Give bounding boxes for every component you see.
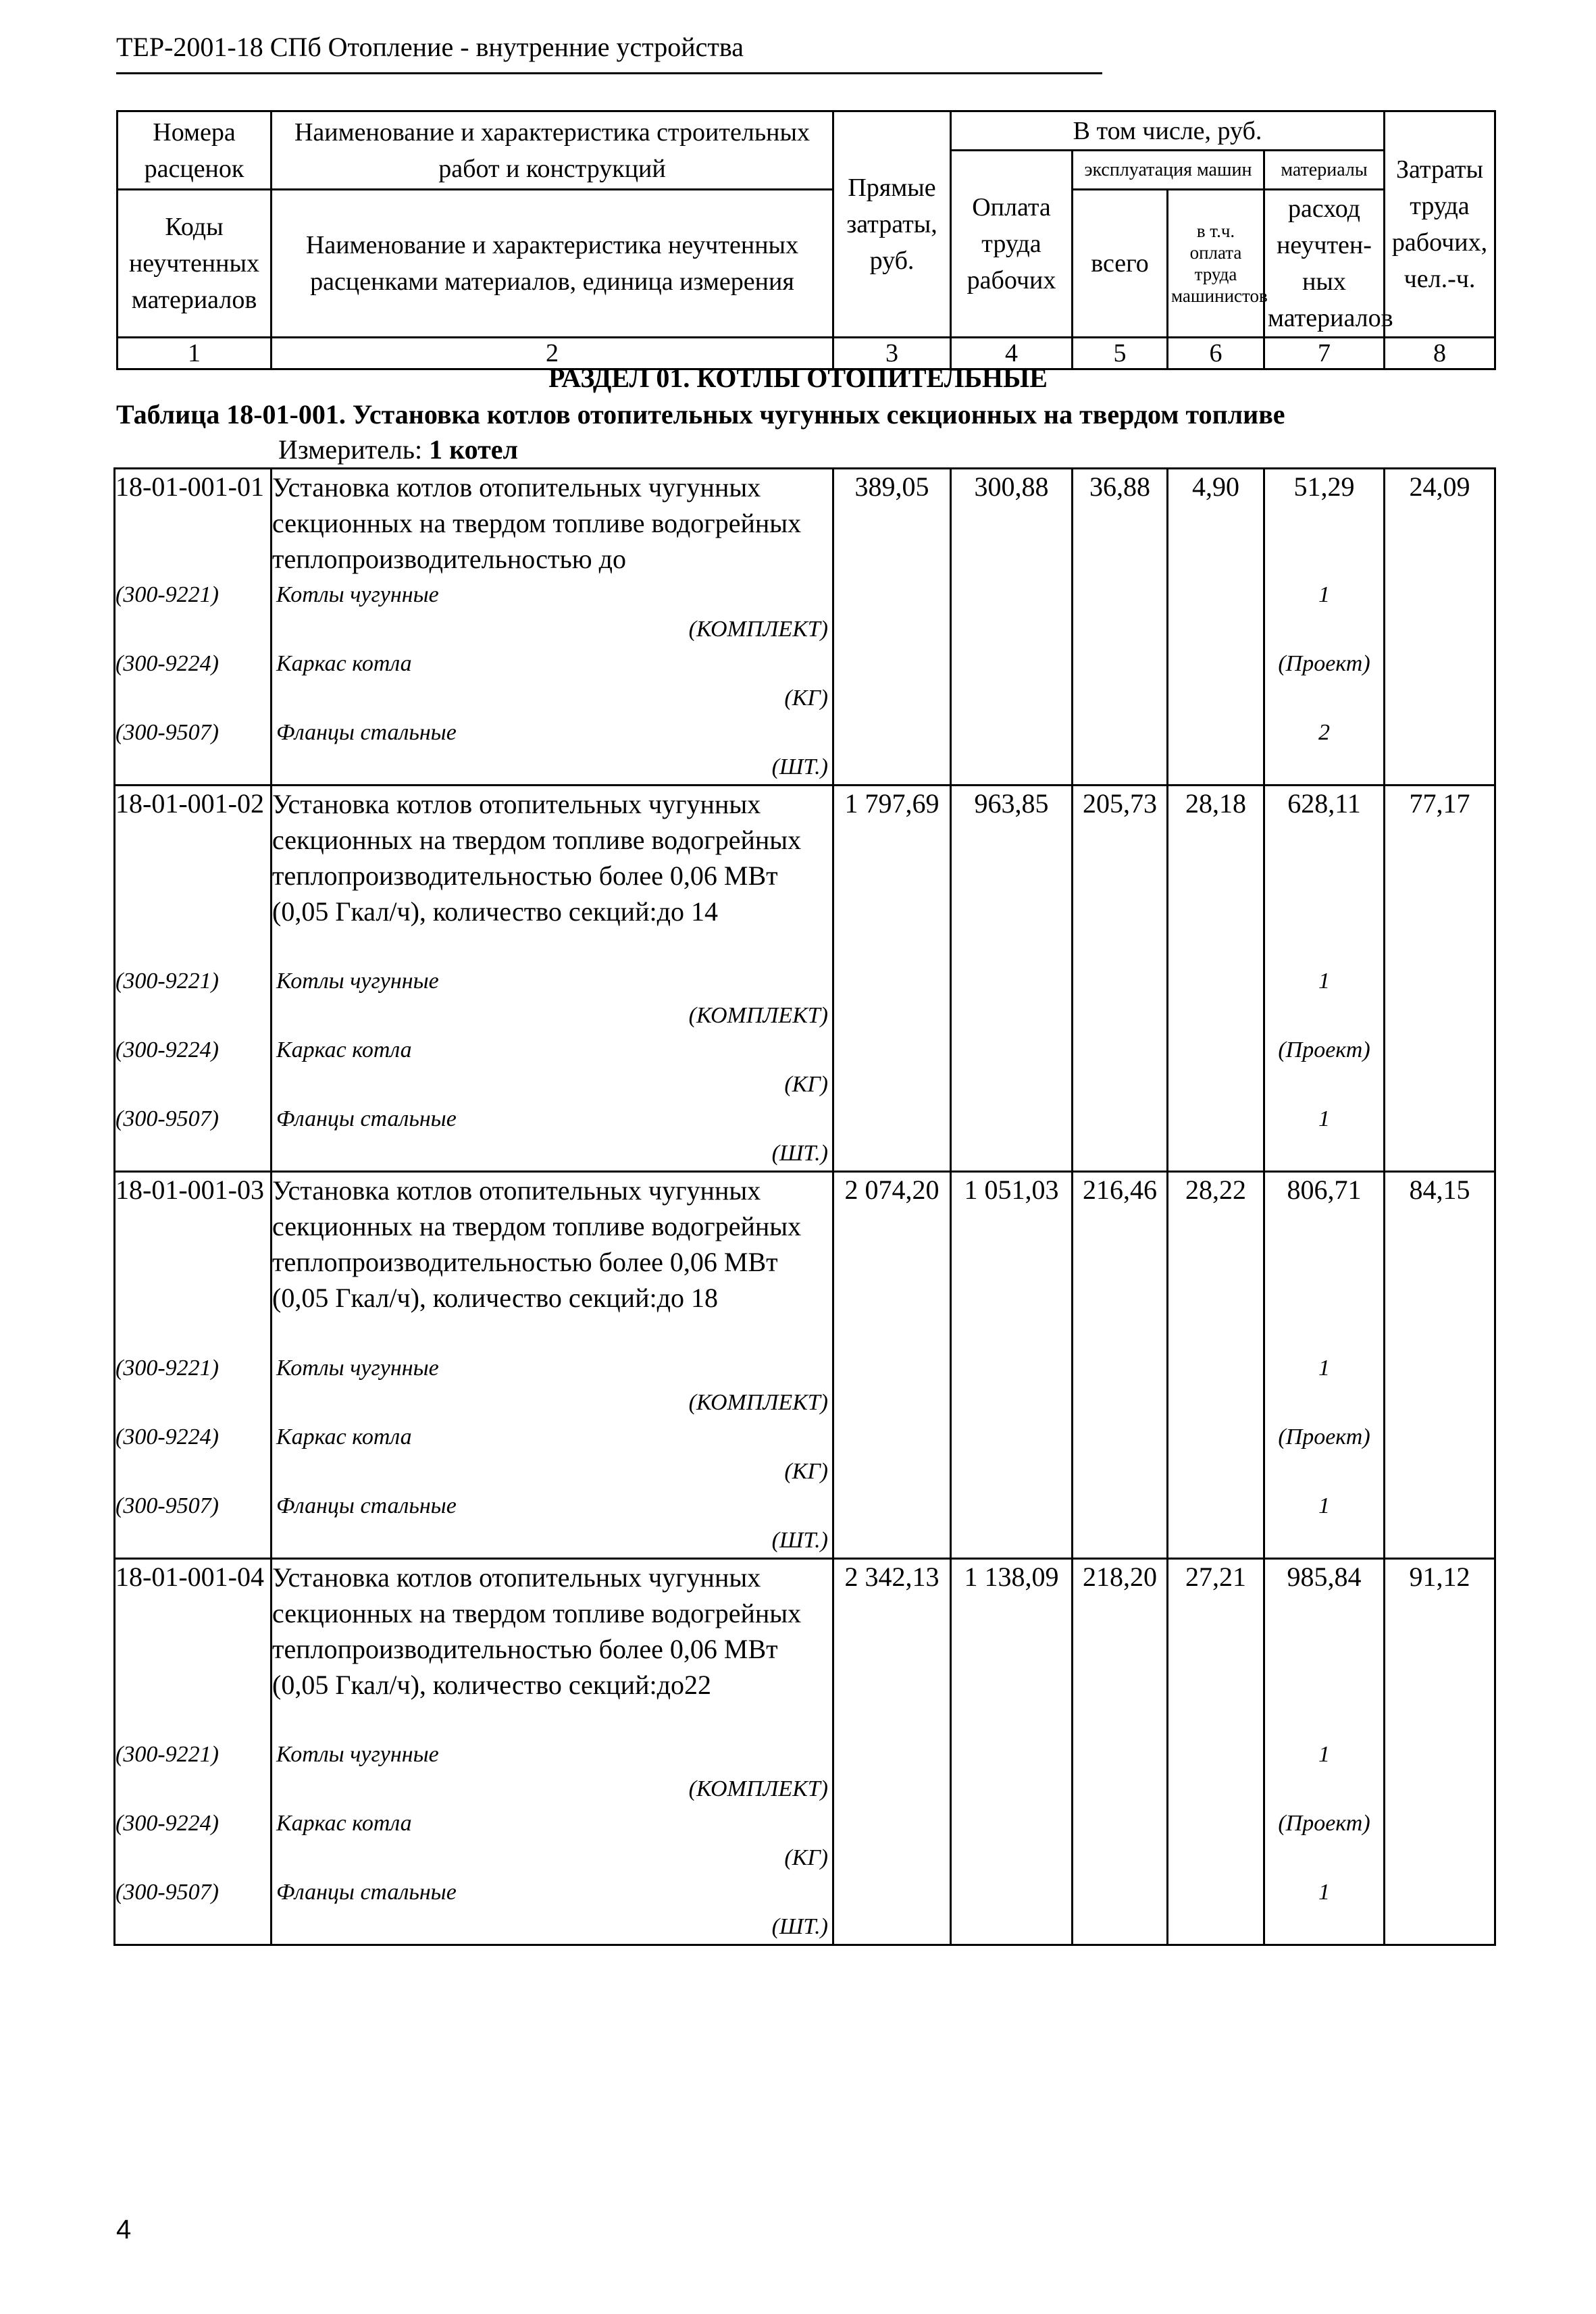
header-rule [116, 72, 1102, 74]
material-unit: (КОМПЛЕКТ) [688, 1003, 828, 1028]
empty-cell [951, 1033, 1073, 1102]
empty-cell [1073, 1737, 1168, 1806]
empty-cell [1073, 646, 1168, 715]
material-quantity: 1 [1264, 1737, 1385, 1806]
empty-cell [833, 964, 951, 1033]
machinist-pay-value: 4,90 [1168, 469, 1264, 577]
empty-cell [1073, 1806, 1168, 1875]
rate-name: Установка котлов отопительных чугунных секционных на твердом топливе водогрейных теплопроизводительностью более 0,06 МВт (0,05 Гкал/ч), количество секций:до 14 [272, 785, 833, 964]
material-name: Котлы чугунные [276, 582, 439, 607]
material-row [115, 646, 1495, 715]
material-unit: (КОМПЛЕКТ) [688, 616, 828, 642]
material-name: Фланцы стальные [276, 1880, 457, 1905]
header-rate-numbers: Номера расценок [118, 111, 272, 190]
rate-row [115, 1558, 1495, 1737]
empty-cell [1073, 577, 1168, 646]
labor-pay-value: 1 138,09 [951, 1558, 1073, 1737]
material-unit: (КОМПЛЕКТ) [688, 1776, 828, 1801]
material-cell [272, 1033, 833, 1102]
labor-hours-value: 77,17 [1385, 785, 1495, 964]
material-quantity: 1 [1264, 1351, 1385, 1420]
material-row [115, 1737, 1495, 1806]
column-number: 7 [1264, 338, 1385, 369]
column-number: 4 [951, 338, 1073, 369]
machines-total-value: 216,46 [1073, 1172, 1168, 1351]
machines-total-value: 36,88 [1073, 469, 1168, 577]
materials-value: 806,71 [1264, 1172, 1385, 1351]
material-row [115, 1875, 1495, 1945]
header-unaccounted-materials: расход неучтен- ных материалов [1264, 190, 1385, 338]
header-machinist-pay: в т.ч. оплата труда машинистов [1168, 190, 1264, 338]
empty-cell [1073, 1420, 1168, 1489]
material-name: Каркас котла [276, 1037, 412, 1062]
machines-total-value: 205,73 [1073, 785, 1168, 964]
material-code: (300-9507) [115, 1102, 272, 1172]
material-code: (300-9221) [115, 964, 272, 1033]
direct-costs-value: 2 342,13 [833, 1558, 951, 1737]
empty-cell [833, 1806, 951, 1875]
material-name: Фланцы стальные [276, 1493, 457, 1518]
material-quantity: 1 [1264, 1489, 1385, 1559]
empty-cell [1385, 1351, 1495, 1420]
header-including: В том числе, руб. [951, 111, 1385, 151]
material-code: (300-9224) [115, 1420, 272, 1489]
empty-cell [1073, 1102, 1168, 1172]
material-unit: (КГ) [784, 1072, 828, 1097]
measure-label: Измеритель: [278, 434, 430, 465]
direct-costs-value: 2 074,20 [833, 1172, 951, 1351]
column-number: 5 [1073, 338, 1168, 369]
empty-cell [833, 1737, 951, 1806]
material-code: (300-9224) [115, 646, 272, 715]
material-name: Котлы чугунные [276, 969, 439, 994]
empty-cell [833, 1875, 951, 1945]
empty-cell [1385, 1875, 1495, 1945]
empty-cell [951, 1420, 1073, 1489]
labor-hours-value: 91,12 [1385, 1558, 1495, 1737]
empty-cell [833, 1351, 951, 1420]
rate-code: 18-01-001-04 [115, 1558, 272, 1737]
empty-cell [1168, 1806, 1264, 1875]
direct-costs-value: 1 797,69 [833, 785, 951, 964]
empty-cell [1168, 964, 1264, 1033]
labor-pay-value: 1 051,03 [951, 1172, 1073, 1351]
empty-cell [1073, 1875, 1168, 1945]
empty-cell [1073, 715, 1168, 786]
empty-cell [1168, 1351, 1264, 1420]
material-cell [272, 1737, 833, 1806]
empty-cell [1385, 646, 1495, 715]
rate-name: Установка котлов отопительных чугунных секционных на твердом топливе водогрейных теплопроизводительностью более 0,06 МВт (0,05 Гкал/ч), количество секций:до22 [272, 1558, 833, 1737]
empty-cell [1385, 1420, 1495, 1489]
material-row [115, 1489, 1495, 1559]
measure-value: 1 котел [429, 434, 518, 465]
empty-cell [1073, 964, 1168, 1033]
empty-cell [951, 1806, 1073, 1875]
page-header [116, 27, 1102, 74]
labor-pay-value: 300,88 [951, 469, 1073, 577]
rates-table [113, 467, 1496, 1946]
empty-cell [951, 715, 1073, 786]
header-materials: материалы [1264, 151, 1385, 190]
materials-value: 51,29 [1264, 469, 1385, 577]
header-work-name: Наименование и характеристика строительных работ и конструкций [272, 111, 833, 190]
material-quantity: 1 [1264, 1875, 1385, 1945]
material-row [115, 715, 1495, 786]
material-unit: (КОМПЛЕКТ) [688, 1389, 828, 1415]
material-row [115, 577, 1495, 646]
material-name: Котлы чугунные [276, 1742, 439, 1767]
material-quantity: 1 [1264, 1102, 1385, 1172]
material-unit: (КГ) [784, 1845, 828, 1870]
empty-cell [951, 646, 1073, 715]
material-code: (300-9221) [115, 1737, 272, 1806]
material-code: (300-9507) [115, 1875, 272, 1945]
material-code: (300-9224) [115, 1806, 272, 1875]
empty-cell [1385, 1737, 1495, 1806]
header-direct-costs: Прямые затраты, руб. [833, 111, 951, 338]
header-machines-total: всего [1073, 190, 1168, 338]
column-number: 1 [118, 338, 272, 369]
column-number: 3 [833, 338, 951, 369]
labor-hours-value: 84,15 [1385, 1172, 1495, 1351]
material-cell [272, 1102, 833, 1172]
material-name: Котлы чугунные [276, 1355, 439, 1381]
material-name: Фланцы стальные [276, 1106, 457, 1131]
empty-cell [833, 1420, 951, 1489]
empty-cell [1168, 1489, 1264, 1559]
rate-row [115, 469, 1495, 577]
empty-cell [1168, 715, 1264, 786]
material-cell [272, 1420, 833, 1489]
column-number: 8 [1385, 338, 1495, 369]
rate-row [115, 1172, 1495, 1351]
column-number: 2 [272, 338, 833, 369]
measure-unit [278, 432, 518, 467]
empty-cell [833, 1489, 951, 1559]
empty-cell [951, 1737, 1073, 1806]
empty-cell [1385, 1102, 1495, 1172]
empty-cell [833, 646, 951, 715]
empty-cell [1168, 577, 1264, 646]
empty-cell [1073, 1489, 1168, 1559]
empty-cell [833, 1033, 951, 1102]
material-row [115, 964, 1495, 1033]
material-quantity: 1 [1264, 964, 1385, 1033]
document-title: ТЕР-2001-18 СПб Отопление - внутренние устройства [116, 32, 744, 62]
material-name: Фланцы стальные [276, 719, 457, 745]
machinist-pay-value: 27,21 [1168, 1558, 1264, 1737]
material-quantity: (Проект) [1264, 646, 1385, 715]
empty-cell [951, 1351, 1073, 1420]
empty-cell [1385, 715, 1495, 786]
rate-code: 18-01-001-03 [115, 1172, 272, 1351]
material-cell [272, 715, 833, 786]
empty-cell [951, 1875, 1073, 1945]
material-quantity: (Проект) [1264, 1033, 1385, 1102]
material-code: (300-9221) [115, 577, 272, 646]
table-title: Таблица 18-01-001. Установка котлов отопительных чугунных секционных на твердом топливе [116, 399, 1285, 430]
material-quantity: (Проект) [1264, 1806, 1385, 1875]
empty-cell [1385, 1806, 1495, 1875]
empty-cell [1168, 1102, 1264, 1172]
page-number: 4 [116, 2215, 132, 2244]
header-material-names: Наименование и характеристика неучтенных расценками материалов, единица измерения [272, 190, 833, 338]
material-cell [272, 577, 833, 646]
rate-code: 18-01-001-02 [115, 785, 272, 964]
material-quantity: (Проект) [1264, 1420, 1385, 1489]
machinist-pay-value: 28,18 [1168, 785, 1264, 964]
material-cell [272, 1806, 833, 1875]
material-unit: (ШТ.) [771, 1527, 828, 1553]
materials-value: 628,11 [1264, 785, 1385, 964]
material-unit: (ШТ.) [771, 1914, 828, 1939]
empty-cell [1168, 1875, 1264, 1945]
rate-name: Установка котлов отопительных чугунных секционных на твердом топливе водогрейных теплопроизводительностью более 0,06 МВт (0,05 Гкал/ч), количество секций:до 18 [272, 1172, 833, 1351]
header-machines: эксплуатация машин [1073, 151, 1264, 190]
material-unit: (ШТ.) [771, 1141, 828, 1166]
empty-cell [1073, 1351, 1168, 1420]
empty-cell [951, 964, 1073, 1033]
labor-pay-value: 963,85 [951, 785, 1073, 964]
materials-value: 985,84 [1264, 1558, 1385, 1737]
material-cell [272, 1875, 833, 1945]
header-material-codes: Коды неучтенных материалов [118, 190, 272, 338]
empty-cell [1385, 1489, 1495, 1559]
material-name: Каркас котла [276, 1424, 412, 1449]
empty-cell [1385, 577, 1495, 646]
labor-hours-value: 24,09 [1385, 469, 1495, 577]
direct-costs-value: 389,05 [833, 469, 951, 577]
material-name: Каркас котла [276, 650, 412, 676]
material-row [115, 1420, 1495, 1489]
material-code: (300-9224) [115, 1033, 272, 1102]
material-unit: (КГ) [784, 1458, 828, 1484]
material-cell [272, 964, 833, 1033]
material-row [115, 1806, 1495, 1875]
empty-cell [833, 1102, 951, 1172]
empty-cell [951, 1489, 1073, 1559]
rate-row [115, 785, 1495, 964]
material-cell [272, 1489, 833, 1559]
empty-cell [833, 715, 951, 786]
material-code: (300-9507) [115, 1489, 272, 1559]
material-unit: (ШТ.) [771, 754, 828, 779]
material-row [115, 1351, 1495, 1420]
header-labor-hours: Затраты труда рабочих, чел.-ч. [1385, 111, 1495, 338]
column-header-table [116, 110, 1496, 370]
empty-cell [1385, 964, 1495, 1033]
material-row [115, 1102, 1495, 1172]
machines-total-value: 218,20 [1073, 1558, 1168, 1737]
machinist-pay-value: 28,22 [1168, 1172, 1264, 1351]
material-quantity: 1 [1264, 577, 1385, 646]
rate-name: Установка котлов отопительных чугунных секционных на твердом топливе водогрейных теплопроизводительностью до [272, 469, 833, 577]
material-cell [272, 646, 833, 715]
empty-cell [1385, 1033, 1495, 1102]
material-code: (300-9507) [115, 715, 272, 786]
empty-cell [1168, 1033, 1264, 1102]
section-title: РАЗДЕЛ 01. КОТЛЫ ОТОПИТЕЛЬНЫЕ [548, 363, 1048, 393]
empty-cell [1168, 1737, 1264, 1806]
header-labor-pay: Оплата труда рабочих [951, 151, 1073, 338]
empty-cell [951, 577, 1073, 646]
material-code: (300-9221) [115, 1351, 272, 1420]
material-row [115, 1033, 1495, 1102]
material-quantity: 2 [1264, 715, 1385, 786]
empty-cell [1168, 646, 1264, 715]
column-number: 6 [1168, 338, 1264, 369]
empty-cell [1168, 1420, 1264, 1489]
rate-code: 18-01-001-01 [115, 469, 272, 577]
empty-cell [951, 1102, 1073, 1172]
material-name: Каркас котла [276, 1811, 412, 1836]
empty-cell [833, 577, 951, 646]
material-unit: (КГ) [784, 685, 828, 711]
empty-cell [1073, 1033, 1168, 1102]
material-cell [272, 1351, 833, 1420]
